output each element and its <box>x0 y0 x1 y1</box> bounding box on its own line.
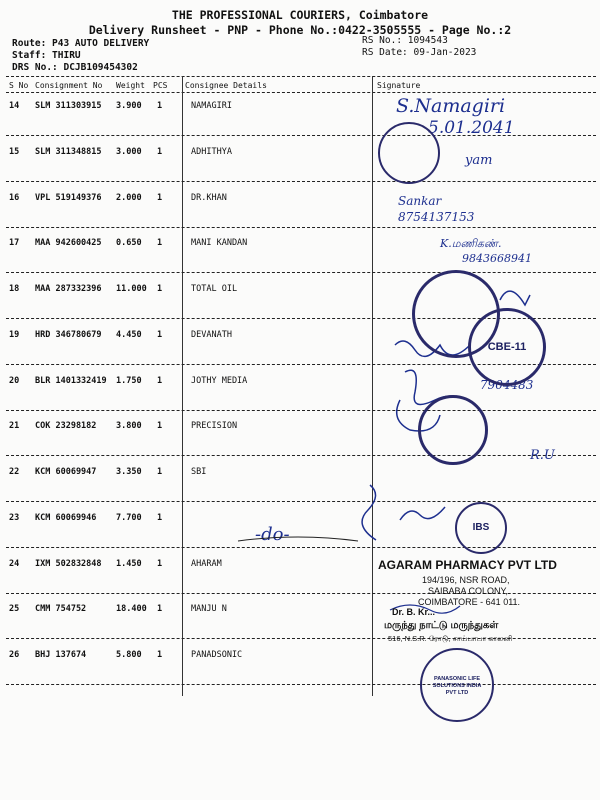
cell-weight: 4.450 <box>116 330 142 340</box>
cell-pcs: 1 <box>157 467 163 477</box>
cell-weight: 1.750 <box>116 376 142 386</box>
cell-pcs: 1 <box>157 513 163 523</box>
receiver-stamp-panasonic <box>420 648 494 722</box>
stamp-ibs-text: IBS <box>472 522 490 533</box>
signature-sankar: Sankar <box>398 194 442 208</box>
cell-sno: 26 <box>9 650 20 660</box>
pharmacy-stamp-line5: மருந்து நாட்டு மருந்துகள் <box>384 620 499 631</box>
cell-pcs: 1 <box>157 421 163 431</box>
route-label: Route: P43 AUTO DELIVERY <box>12 38 150 49</box>
signature-sankar-number: 8754137153 <box>398 210 475 224</box>
cell-consignee: ADHITHYA <box>191 147 232 157</box>
col-header-consignee: Consignee Details <box>185 81 267 90</box>
cell-consignment: KCM 60069947 <box>35 467 97 477</box>
cell-consignment: BLR 1401332419 <box>35 376 107 386</box>
cell-consignment: IXM 502832848 <box>35 559 102 569</box>
receiver-stamp-devanath <box>468 308 546 386</box>
signature-precision: R.U <box>530 448 555 463</box>
cell-sno: 19 <box>9 330 20 340</box>
cell-sno: 18 <box>9 284 20 294</box>
ditto-mark: -do- <box>255 524 290 545</box>
receiver-stamp-sbi <box>455 502 507 554</box>
pharmacy-stamp-line6: 516, N.S.R. ரோடு, சாய்பாபா காலனி <box>388 634 513 643</box>
signature-adhithya: yam <box>465 153 493 168</box>
cell-pcs: 1 <box>157 604 163 614</box>
cell-consignee: PRECISION <box>191 421 238 431</box>
cell-pcs: 1 <box>157 238 163 248</box>
cell-sno: 23 <box>9 513 20 523</box>
rs-date: RS Date: 09-Jan-2023 <box>362 47 477 58</box>
cell-weight: 18.400 <box>116 604 147 614</box>
cell-sno: 22 <box>9 467 20 477</box>
cell-weight: 5.800 <box>116 650 142 660</box>
cell-pcs: 1 <box>157 101 163 111</box>
cell-sno: 16 <box>9 193 20 203</box>
cell-consignment: SLM 311303915 <box>35 101 102 111</box>
cell-pcs: 1 <box>157 376 163 386</box>
cell-sno: 15 <box>9 147 20 157</box>
cell-consignment: COK 23298182 <box>35 421 97 431</box>
cell-consignee: NAMAGIRI <box>191 101 232 111</box>
rs-number: RS No.: 1094543 <box>362 35 448 46</box>
document-subtitle: Delivery Runsheet - PNP - Phone No.:0422-3505555 - Page No.:2 <box>88 23 512 37</box>
col-header-signature: Signature <box>377 81 421 90</box>
brace-sbi-block <box>362 485 376 540</box>
col-header-consignment: Consignment No <box>35 81 103 90</box>
signature-jothy-number: 7904483 <box>480 378 534 392</box>
cell-consignee: AHARAM <box>191 559 222 569</box>
cell-weight: 3.350 <box>116 467 142 477</box>
cell-consignment: CMM 754752 <box>35 604 87 614</box>
cell-weight: 0.650 <box>116 238 142 248</box>
cell-consignee: MANJU N <box>191 604 227 614</box>
cell-weight: 3.000 <box>116 147 142 157</box>
ditto-underline <box>238 537 358 541</box>
signature-manikandan: K.மணிகண். <box>440 237 502 250</box>
cell-pcs: 1 <box>157 193 163 203</box>
receiver-stamp-adhithya <box>378 122 440 184</box>
cell-consignee: PANADSONIC <box>191 650 243 660</box>
cell-sno: 25 <box>9 604 20 614</box>
cell-consignment: HRD 346780679 <box>35 330 102 340</box>
cell-sno: 14 <box>9 101 20 111</box>
cell-consignment: MAA 942600425 <box>35 238 102 248</box>
cell-sno: 21 <box>9 421 20 431</box>
pharmacy-stamp-line3: COIMBATORE - 641 011. <box>418 597 521 607</box>
pharmacy-stamp-line2: SAIBABA COLONY, <box>428 586 508 596</box>
cell-consignment: SLM 311348815 <box>35 147 102 157</box>
cell-weight: 3.900 <box>116 101 142 111</box>
cell-consignee: TOTAL OIL <box>191 284 238 294</box>
signature-namagiri: S.Namagiri <box>396 95 506 117</box>
pharmacy-stamp-name: AGARAM PHARMACY PVT LTD <box>378 558 557 572</box>
pharmacy-stamp-line4: Dr. B. Kr... <box>392 607 436 617</box>
cell-consignee: DEVANATH <box>191 330 232 340</box>
staff-label: Staff: THIRU <box>12 50 81 61</box>
cell-sno: 24 <box>9 559 20 569</box>
cell-weight: 3.800 <box>116 421 142 431</box>
cell-consignee: DR.KHAN <box>191 193 227 203</box>
pharmacy-stamp-line1: 194/196, NSR ROAD, <box>422 575 510 585</box>
cell-consignment: VPL 519149376 <box>35 193 102 203</box>
signature-namagiri-number: 5.01.2041 <box>428 118 515 138</box>
cell-weight: 7.700 <box>116 513 142 523</box>
stamp-cbe-text: CBE-11 <box>487 341 527 353</box>
col-header-weight: Weight <box>116 81 145 90</box>
col-header-sno: S No <box>9 81 29 90</box>
cell-weight: 1.450 <box>116 559 142 569</box>
cell-consignee: MANI KANDAN <box>191 238 248 248</box>
scribble-total-oil <box>500 291 530 305</box>
cell-pcs: 1 <box>157 147 163 157</box>
cell-consignee: JOTHY MEDIA <box>191 376 248 386</box>
col-header-pcs: PCS <box>153 81 168 90</box>
stamp-panasonic-text: PANASONIC LIFE SOLUTIONS INDIA PVT LTD <box>432 676 482 696</box>
scribble-sbi <box>400 507 445 520</box>
cell-pcs: 1 <box>157 559 163 569</box>
cell-consignment: MAA 287332396 <box>35 284 102 294</box>
cell-consignment: KCM 60069946 <box>35 513 97 523</box>
cell-weight: 11.000 <box>116 284 147 294</box>
receiver-stamp-precision <box>418 395 488 465</box>
cell-sno: 17 <box>9 238 20 248</box>
document-title: THE PROFESSIONAL COURIERS, Coimbatore <box>171 8 429 22</box>
cell-consignee: SBI <box>191 467 207 477</box>
cell-consignment: BHJ 137674 <box>35 650 87 660</box>
cell-pcs: 1 <box>157 330 163 340</box>
drs-number: DRS No.: DCJB109454302 <box>12 62 138 73</box>
cell-weight: 2.000 <box>116 193 142 203</box>
signature-manikandan-number: 9843668941 <box>462 252 532 265</box>
cell-pcs: 1 <box>157 284 163 294</box>
cell-pcs: 1 <box>157 650 163 660</box>
cell-sno: 20 <box>9 376 20 386</box>
